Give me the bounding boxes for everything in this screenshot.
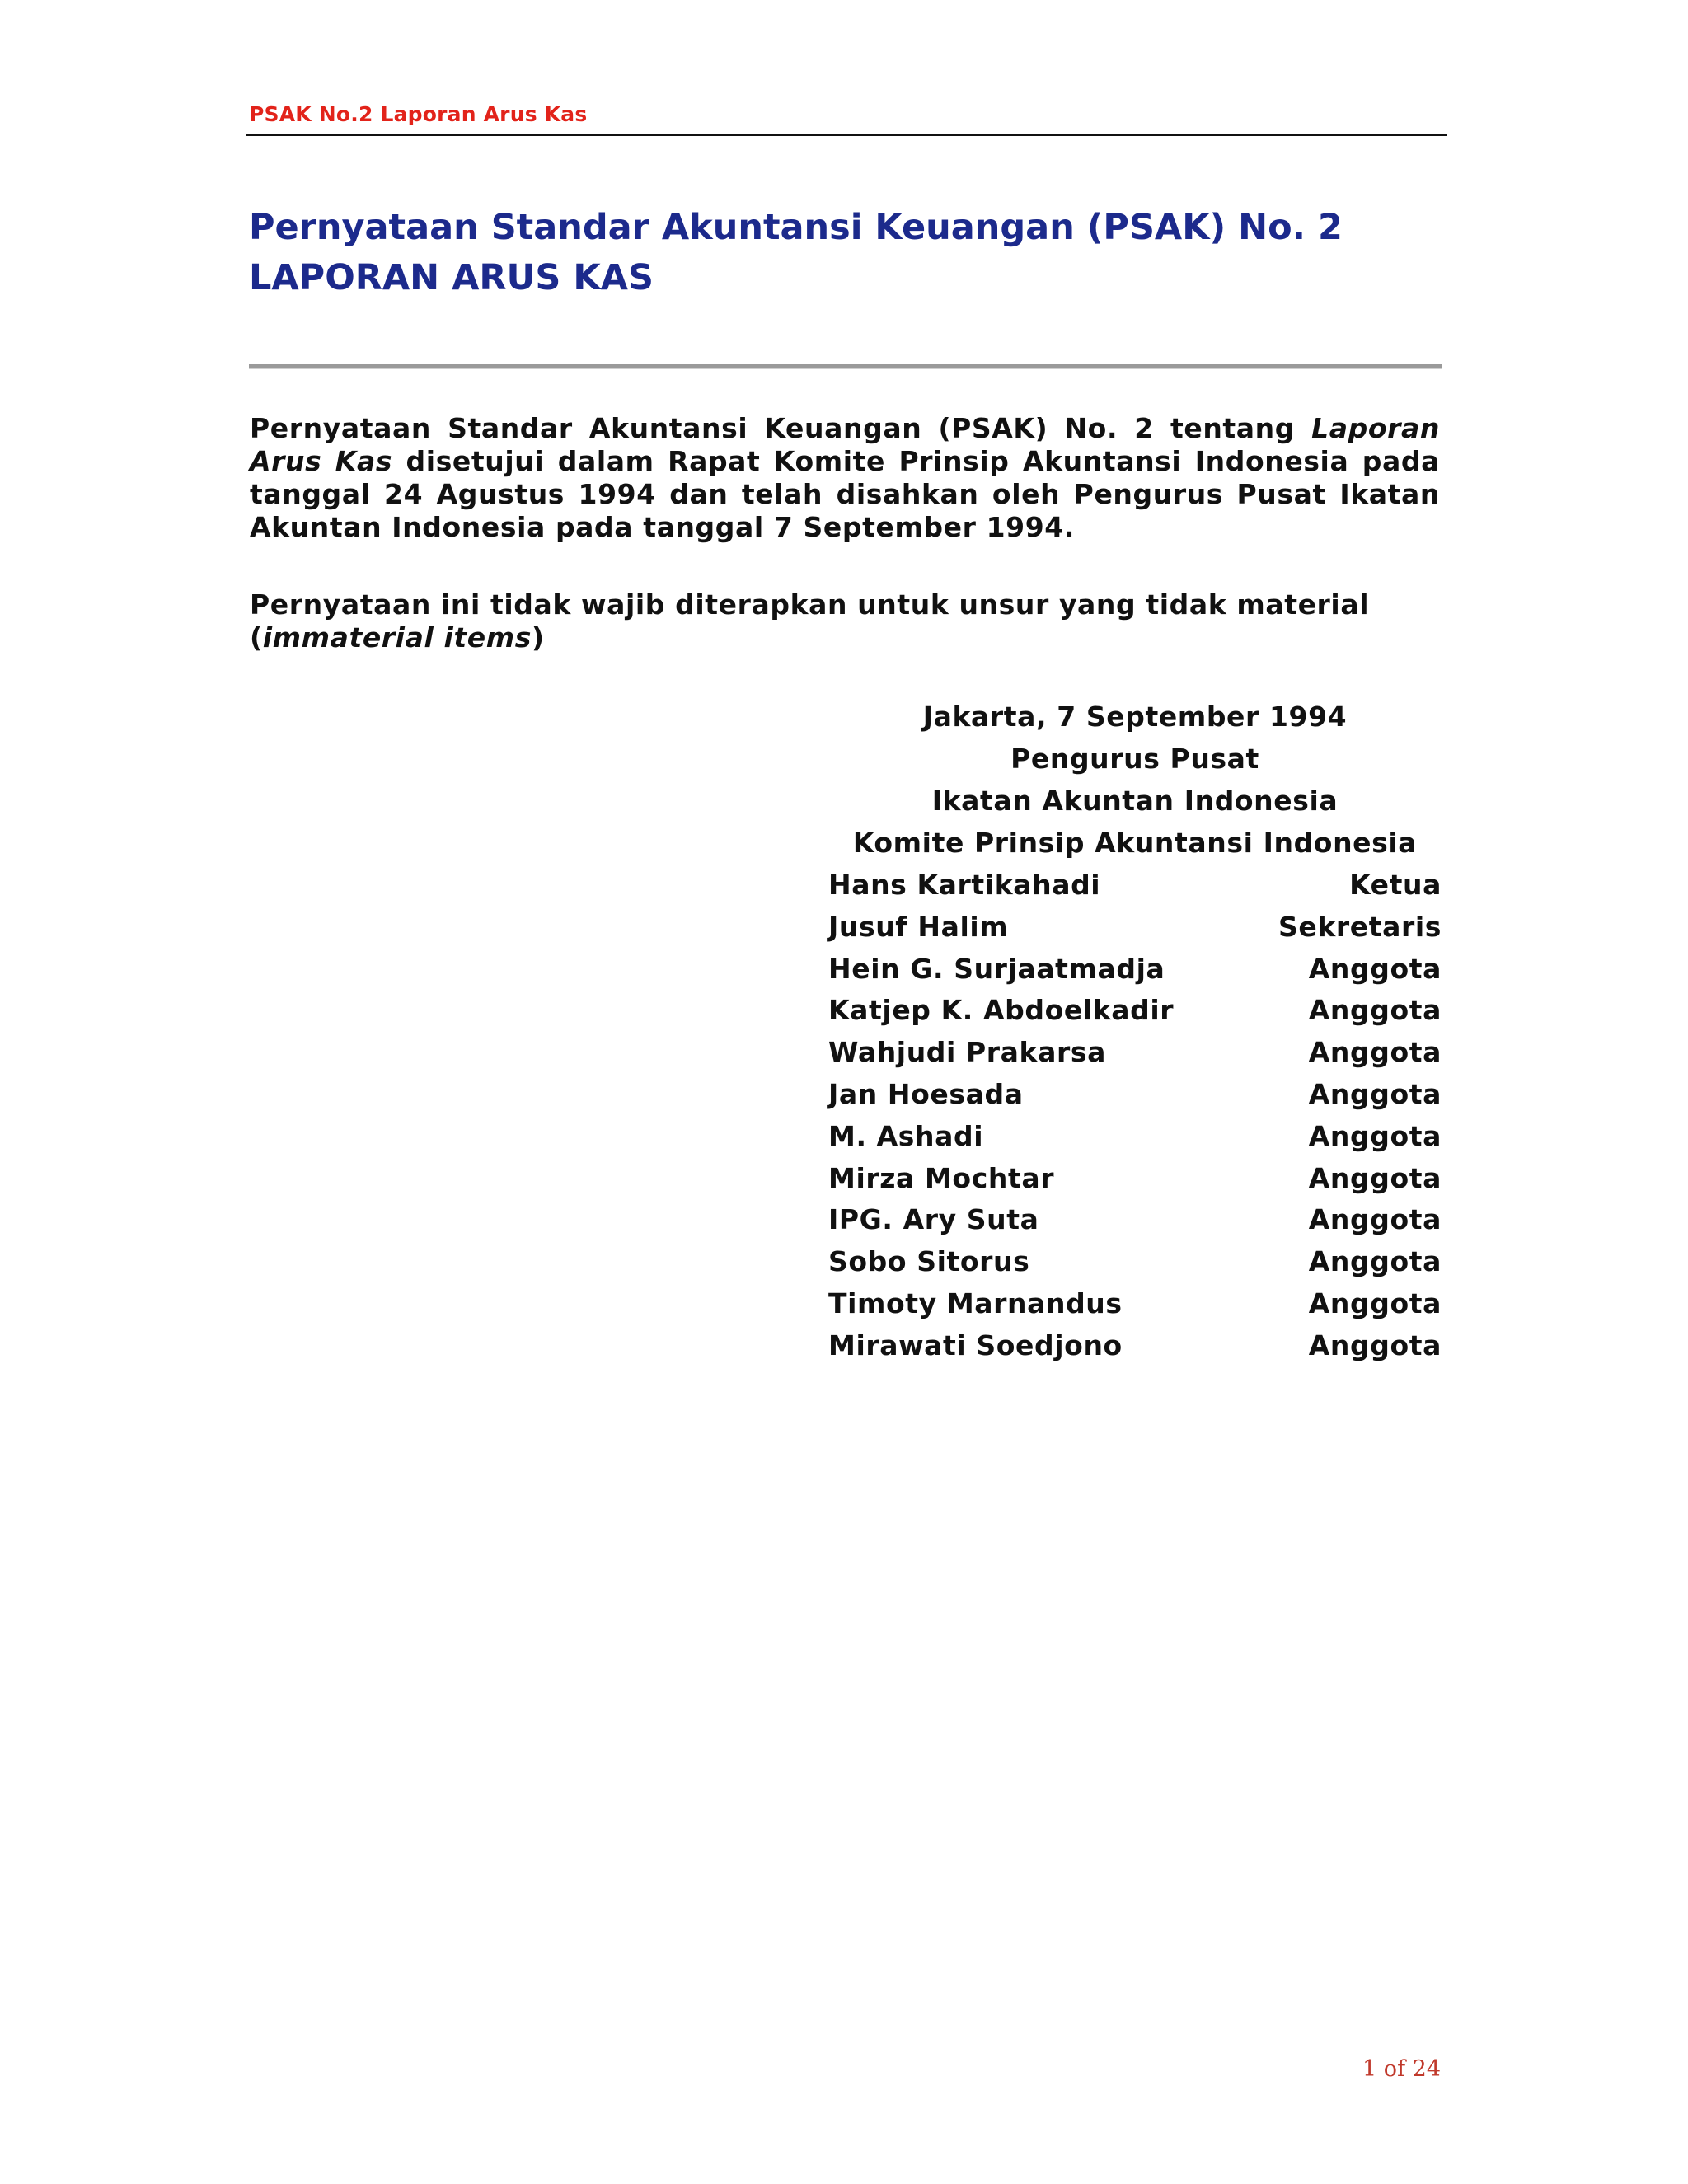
member-row xyxy=(828,911,1442,953)
member-role: Anggota xyxy=(1308,1203,1442,1236)
member-row xyxy=(828,953,1442,995)
intro-italic: Laporan Arus Kas xyxy=(250,412,1440,477)
member-name: Mirawati Soedjono xyxy=(828,1329,1123,1361)
page-number: 1 of 24 xyxy=(1362,2056,1441,2082)
note-text-1: Pernyataan ini tidak wajib diterapkan untuk unsur yang tidak material ( xyxy=(250,588,1370,654)
member-role: Anggota xyxy=(1308,1077,1442,1110)
member-role: Ketua xyxy=(1349,869,1442,901)
member-name: Hans Kartikahadi xyxy=(828,869,1101,901)
title-divider xyxy=(249,364,1442,368)
member-name: Mirza Mochtar xyxy=(828,1161,1055,1194)
member-row xyxy=(828,1287,1442,1329)
member-role: Anggota xyxy=(1308,1119,1442,1152)
member-row xyxy=(828,994,1442,1036)
header-divider xyxy=(246,134,1447,136)
member-row xyxy=(828,1329,1442,1371)
intro-paragraph xyxy=(250,412,1440,544)
intro-text-2: disetujui dalam Rapat Komite Prinsip Akuntansi Indonesia pada tanggal 24 Agustus 1994 dan telah disahkan oleh Pengurus Pusat Ikatan Akuntan Indonesia pada tanggal 7 September 1994. xyxy=(250,445,1440,543)
member-role: Anggota xyxy=(1308,994,1442,1027)
note-italic: immaterial items xyxy=(262,621,532,654)
member-name: M. Ashadi xyxy=(828,1119,984,1152)
member-row xyxy=(828,869,1442,911)
signature-block xyxy=(828,701,1442,1371)
member-name: Jusuf Halim xyxy=(828,910,1009,943)
member-name: Wahjudi Prakarsa xyxy=(828,1036,1106,1069)
member-row xyxy=(828,1120,1442,1162)
member-row xyxy=(828,1162,1442,1204)
member-name: Jan Hoesada xyxy=(828,1077,1024,1110)
immaterial-note xyxy=(250,588,1440,654)
member-name: Sobo Sitorus xyxy=(828,1245,1030,1278)
member-name: IPG. Ary Suta xyxy=(828,1203,1039,1236)
member-name: Katjep K. Abdoelkadir xyxy=(828,994,1175,1027)
member-name: Timoty Marnandus xyxy=(828,1286,1123,1319)
member-row xyxy=(828,1203,1442,1245)
title-line-1: Pernyataan Standar Akuntansi Keuangan (PSAK) No. 2 xyxy=(249,207,1343,248)
note-text-2: ) xyxy=(531,621,545,654)
place-date: Jakarta, 7 September 1994 xyxy=(922,701,1348,733)
member-role: Anggota xyxy=(1308,1286,1442,1319)
member-name: Hein G. Surjaatmadja xyxy=(828,952,1165,985)
member-role: Anggota xyxy=(1308,952,1442,985)
member-role: Anggota xyxy=(1308,1036,1442,1069)
board-name: Pengurus Pusat xyxy=(1010,743,1259,775)
intro-text-1: Pernyataan Standar Akuntansi Keuangan (PSAK) No. 2 tentang xyxy=(250,412,1312,444)
member-row xyxy=(828,1078,1442,1120)
member-role: Anggota xyxy=(1308,1161,1442,1194)
member-row xyxy=(828,1245,1442,1287)
institute-name: Ikatan Akuntan Indonesia xyxy=(931,785,1339,817)
running-header: PSAK No.2 Laporan Arus Kas xyxy=(249,102,588,126)
committee-name: Komite Prinsip Akuntansi Indonesia xyxy=(852,827,1418,859)
document-title xyxy=(249,203,1403,303)
member-role: Anggota xyxy=(1308,1329,1442,1361)
member-role: Anggota xyxy=(1308,1245,1442,1278)
title-line-2: LAPORAN ARUS KAS xyxy=(249,257,654,298)
member-row xyxy=(828,1036,1442,1078)
member-role: Sekretaris xyxy=(1278,910,1442,943)
